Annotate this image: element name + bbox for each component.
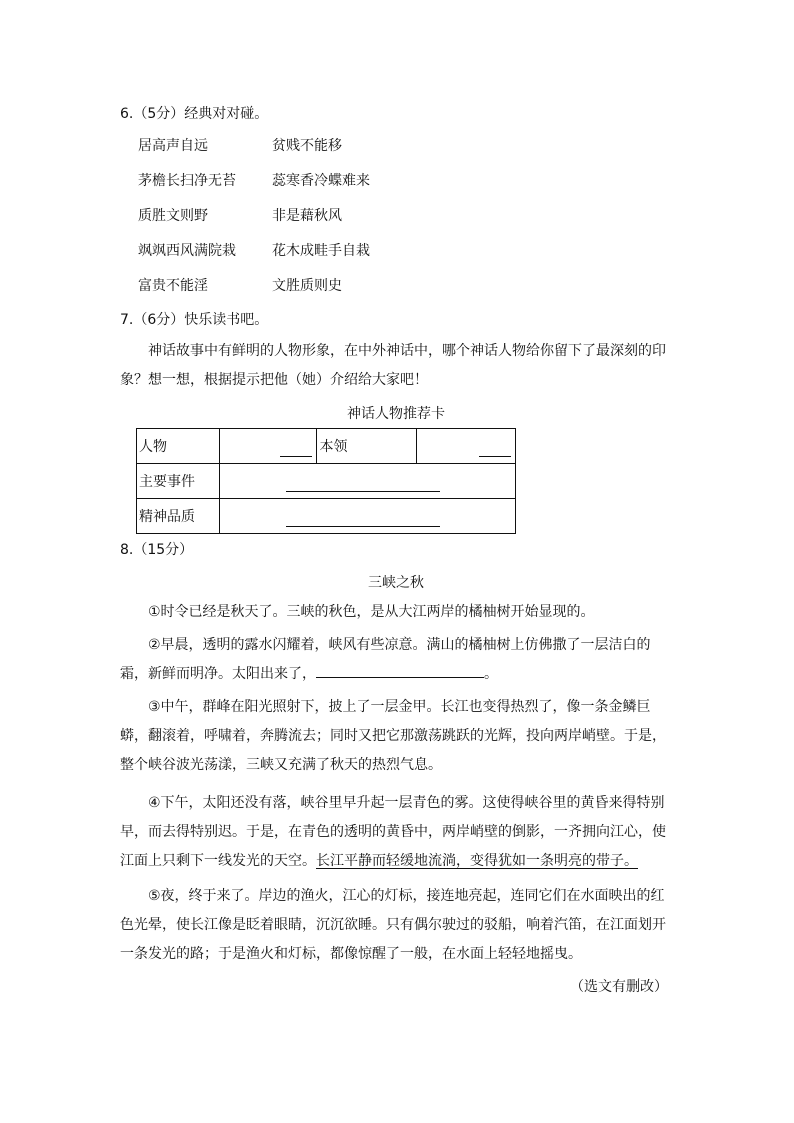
pair-right-5: 文胜质则史	[272, 278, 342, 294]
paragraph-5: ⑤夜，终于来了。岸边的渔火，江心的灯标，接连地亮起，连同它们在水面映出的红色光晕，使长江像是眨着眼睛，沉沉欲睡。只有偶尔驶过的驳船，响着汽笛，在江面划开一条发光的路；于是渔火和灯标，都像惊醒了一般，在水面上轻轻地摇曳。	[120, 888, 666, 962]
ability-answer-cell[interactable]	[416, 429, 515, 464]
question-7-intro: 神话故事中有鲜明的人物形象，在中外神话中，哪个神话人物给你留下了最深刻的印象？想一想，根据提示把他（她）介绍给大家吧！	[120, 343, 666, 388]
label-ability: 本领	[317, 429, 416, 464]
pair-left-4: 飒飒西风满院栽	[138, 243, 236, 259]
pair-right-2: 蕊寒香冷蝶难来	[272, 173, 370, 189]
label-person: 人物	[137, 429, 220, 464]
paragraph-4	[120, 789, 672, 876]
question-6-heading: 6.（5分）经典对对碰。	[120, 106, 269, 122]
source-note: （选文有删改）	[570, 979, 668, 995]
paragraph-3: ③中午，群峰在阳光照射下，披上了一层金甲。长江也变得热烈了，像一条金鳞巨蟒，翻滚着，呼啸着，奔腾流去；同时又把它那激荡跳跃的光辉，投向两岸峭壁。于是，整个峡谷波光荡漾，三峡又充满了秋天的热烈气息。	[120, 699, 666, 773]
question-8-heading: 8.（15分）	[120, 542, 194, 558]
card-title: 神话人物推荐卡	[347, 406, 445, 422]
passage-title: 三峡之秋	[368, 575, 424, 591]
pair-left-1: 居高声自远	[138, 138, 208, 154]
pair-right-4: 花木成畦手自栽	[272, 243, 370, 259]
pair-left-5: 富贵不能淫	[138, 278, 208, 294]
paragraph-4-underlined-sentence: 长江平静而轻缓地流淌，变得犹如一条明亮的带子。	[316, 853, 638, 869]
label-spirit: 精神品质	[137, 499, 220, 534]
pair-left-2: 茅檐长扫净无苔	[138, 173, 236, 189]
paragraph-4-text: ④下午，太阳还没有落，峡谷里早升起一层青色的雾。这使得峡谷里的黄昏来得特别早，而去得特别迟。于是，在青色的透明的黄昏中，两岸峭壁的倒影，一齐拥向江心，使江面上只剩下一线发光的天空。	[120, 795, 666, 869]
pair-right-3: 非是藉秋风	[272, 208, 342, 224]
events-answer-cell[interactable]	[220, 464, 516, 499]
paragraph-2-text: ②早晨，透明的露水闪耀着，峡风有些凉意。满山的橘柚树上仿佛撒了一层洁白的霜，新鲜而明净。太阳出来了，	[120, 637, 651, 682]
label-events: 主要事件	[137, 464, 220, 499]
question-7-heading: 7.（6分）快乐读书吧。	[120, 312, 269, 328]
paragraph-2	[120, 631, 672, 689]
paragraph-2-end: 。	[484, 666, 498, 682]
paragraph-1: ①时令已经是秋天了。三峡的秋色，是从大江两岸的橘柚树开始显现的。	[148, 604, 595, 620]
person-answer-cell[interactable]	[220, 429, 317, 464]
paragraph-2-blank[interactable]	[316, 663, 484, 678]
pair-left-3: 质胜文则野	[138, 208, 208, 224]
pair-right-1: 贫贱不能移	[272, 138, 342, 154]
spirit-answer-cell[interactable]	[220, 499, 516, 534]
recommendation-card-table	[136, 428, 516, 534]
